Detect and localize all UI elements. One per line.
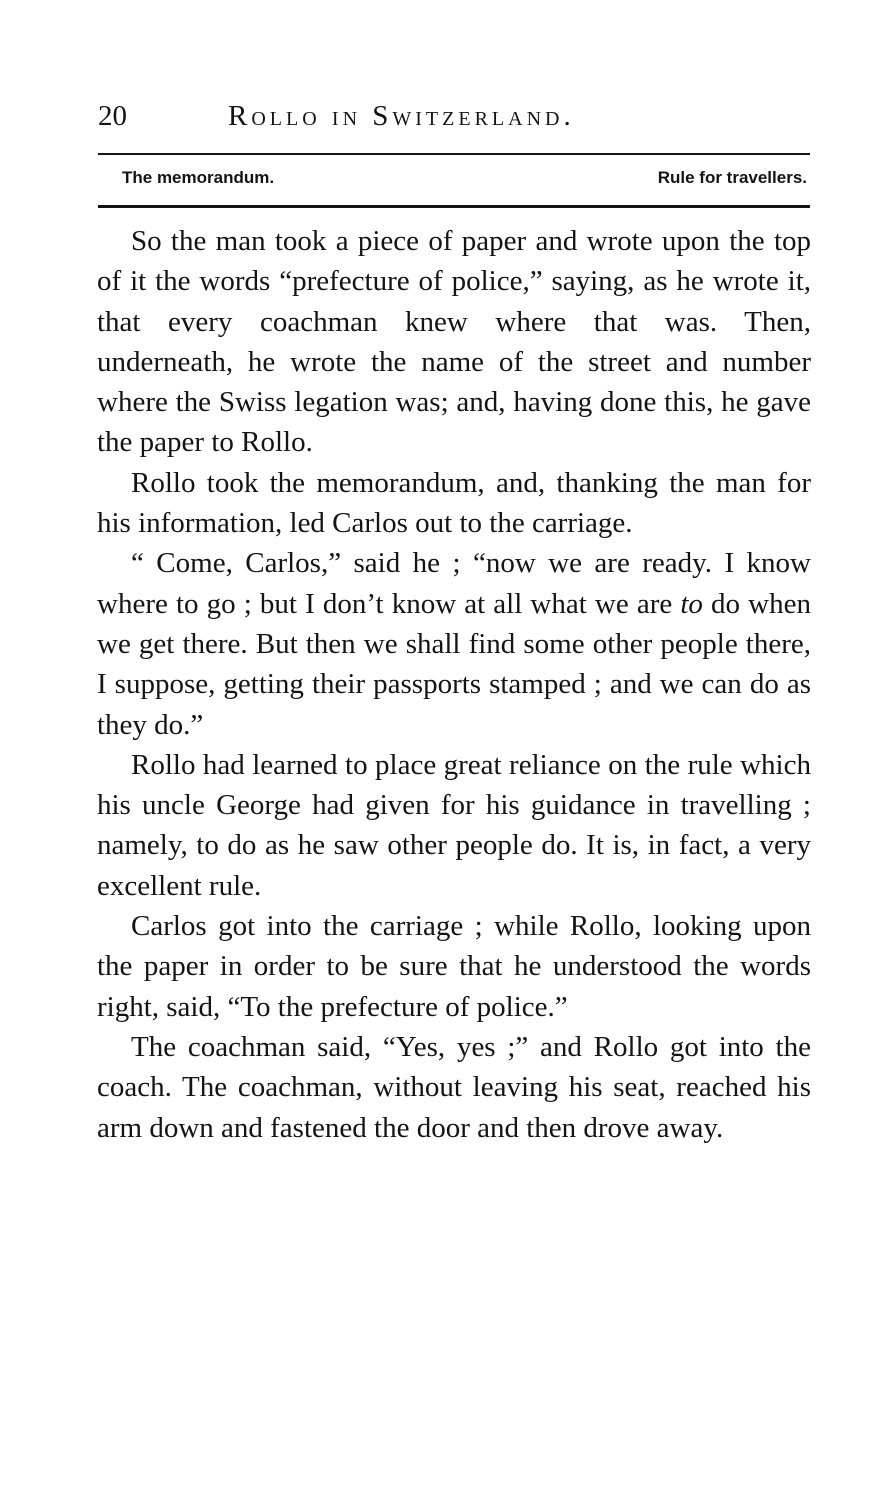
header-rule-top xyxy=(98,153,810,155)
paragraph-2: Rollo took the memorandum, and, thanking the man for his information, led Carlos out to the carriage. xyxy=(97,466,811,540)
paragraph-3 xyxy=(97,543,811,744)
header-rule-bottom xyxy=(98,205,810,208)
subhead-left: The memorandum. xyxy=(122,168,275,187)
paragraph-3-text-after-italic: do when we get there. But then we shall find some other people there, I suppose, getting their passports stamped ; and we can do as they do.” xyxy=(97,587,811,741)
paragraph-3-italic-word: to xyxy=(680,587,703,620)
page-number: 20 xyxy=(98,100,127,132)
running-title: Rollo in Switzerland. xyxy=(228,100,575,132)
paragraph-6: The coachman said, “Yes, yes ;” and Rollo got into the coach. The coachman, without leaving his seat, reached his arm down and fastened the door and then drove away. xyxy=(97,1030,811,1144)
page-header xyxy=(98,100,810,142)
subhead-right: Rule for travellers. xyxy=(657,168,807,187)
paragraph-3-text-before-italic: “ Come, Carlos,” said he ; “now we are ready. I know where to go ; but I don’t know at all what we are xyxy=(97,547,811,620)
paragraph-1: So the man took a piece of paper and wrote upon the top of it the words “prefecture of police,” saying, as he wrote it, that every coachman knew where that was. Then, underneath, he wrote the name of the street and number where the Swiss legation was; and, having done this, he gave the paper to Rollo. xyxy=(97,225,811,459)
paragraph-5: Carlos got into the carriage ; while Rollo, looking upon the paper in order to be sure that he understood the words right, said, “To the prefecture of police.” xyxy=(97,910,811,1023)
paragraph-4: Rollo had learned to place great reliance on the rule which his uncle George had given for his guidance in travelling ; namely, to do as he saw other people do. It is, in fact, a very excellent rule. xyxy=(97,748,811,902)
body-text xyxy=(97,221,811,1148)
